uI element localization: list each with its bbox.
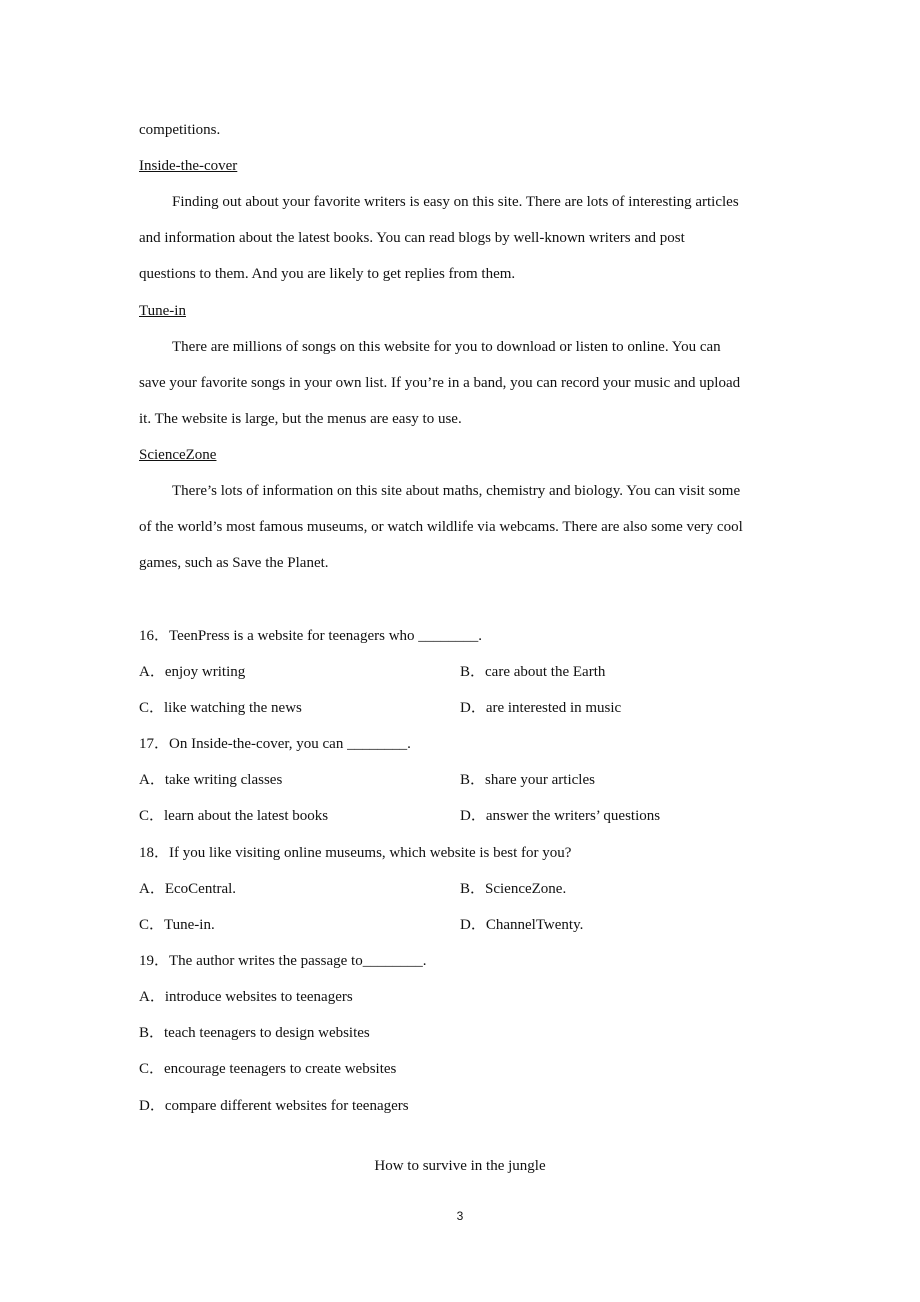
section-text-line: of the world’s most famous museums, or watch wildlife via webcams. There are also some very cool (139, 519, 743, 535)
option-19-d: D．compare different websites for teenagers (139, 1098, 409, 1114)
section-heading-inside-the-cover: Inside-the-cover (139, 158, 238, 174)
question-stem-16: 16．TeenPress is a website for teenagers who ________. (139, 628, 483, 644)
option-18-c: C．Tune-in. (139, 917, 215, 933)
question-stem-18: 18．If you like visiting online museums, which website is best for you? (139, 845, 572, 861)
section-text-line: There’s lots of information on this site about maths, chemistry and biology. You can visit some (172, 483, 741, 499)
option-16-d: D．are interested in music (460, 700, 622, 716)
option-17-c: C．learn about the latest books (139, 808, 329, 824)
section-heading-sciencezone: ScienceZone (139, 447, 217, 463)
option-17-a: A．take writing classes (139, 772, 283, 788)
section-text-line: There are millions of songs on this website for you to download or listen to online. You can (172, 339, 721, 355)
section-text-line: and information about the latest books. You can read blogs by well-known writers and post (139, 230, 685, 246)
question-stem-17: 17．On Inside-the-cover, you can ________. (139, 736, 411, 752)
question-stem-19: 19．The author writes the passage to________. (139, 953, 427, 969)
section-heading-tune-in: Tune-in (139, 303, 186, 319)
section-text-line: it. The website is large, but the menus are easy to use. (139, 411, 462, 427)
section-text-line: games, such as Save the Planet. (139, 555, 329, 571)
page-number: 3 (456, 1209, 464, 1223)
option-17-d: D．answer the writers’ questions (460, 808, 661, 824)
section-text-line: save your favorite songs in your own list. If you’re in a band, you can record your music and upload (139, 375, 741, 391)
section-text-line: questions to them. And you are likely to get replies from them. (139, 266, 516, 282)
option-18-b: B．ScienceZone. (460, 881, 567, 897)
option-16-a: A．enjoy writing (139, 664, 246, 680)
next-passage-title: How to survive in the jungle (374, 1158, 546, 1174)
option-17-b: B．share your articles (460, 772, 595, 788)
intro-tail: competitions. (139, 122, 221, 138)
option-19-a: A．introduce websites to teenagers (139, 989, 353, 1005)
option-18-d: D．ChannelTwenty. (460, 917, 584, 933)
option-16-c: C．like watching the news (139, 700, 302, 716)
option-19-c: C．encourage teenagers to create websites (139, 1061, 397, 1077)
section-text-line: Finding out about your favorite writers is easy on this site. There are lots of interesting articles (172, 194, 739, 210)
option-18-a: A．EcoCentral. (139, 881, 237, 897)
option-19-b: B．teach teenagers to design websites (139, 1025, 370, 1041)
option-16-b: B．care about the Earth (460, 664, 606, 680)
